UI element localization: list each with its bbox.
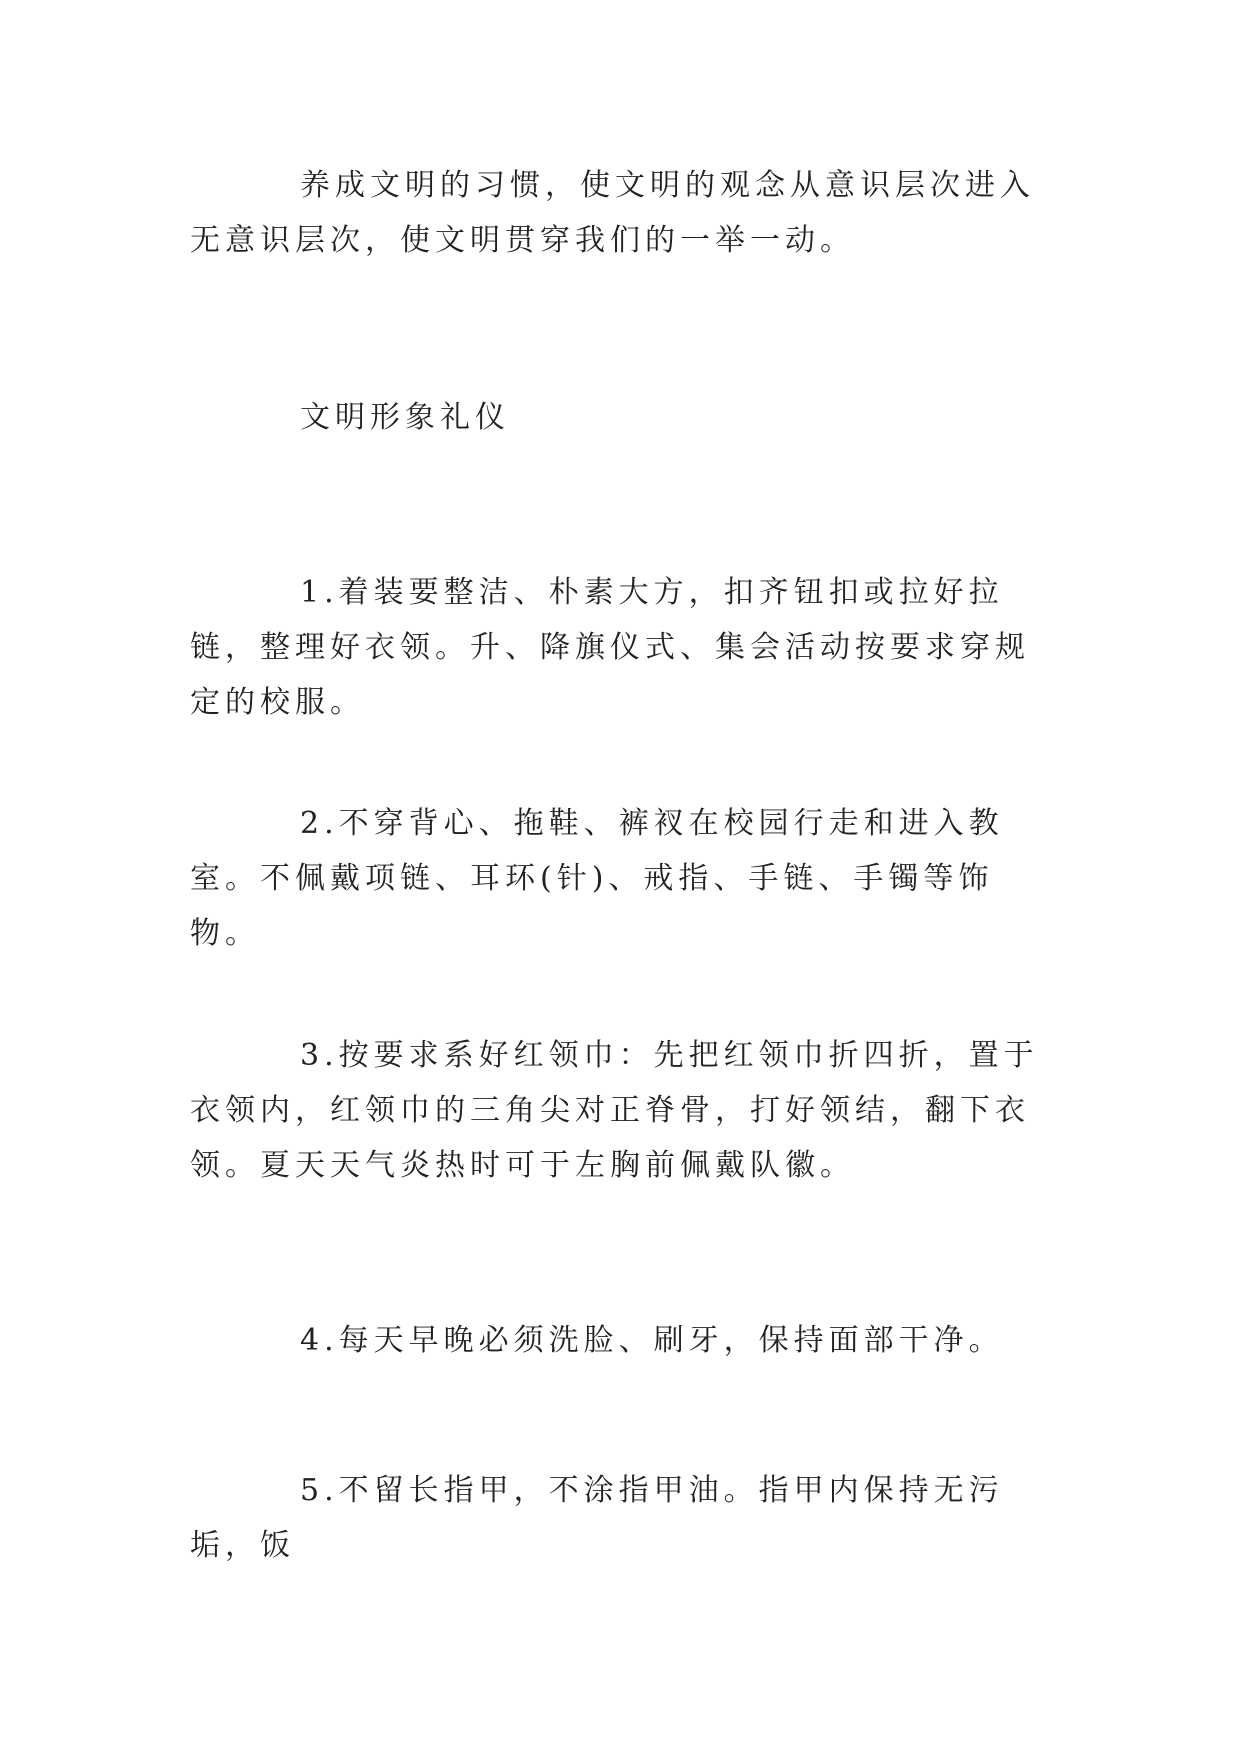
section-heading-civilized-image-etiquette: 文明形象礼仪 bbox=[300, 400, 510, 435]
rule-item-4: 4.每天早晚必须洗脸、刷牙，保持面部干净。 bbox=[300, 1323, 1004, 1358]
rule-item-1: 1.着装要整洁、朴素大方，扣齐钮扣或拉好拉链，整理好衣领。升、降旗仪式、集会活动按要求穿规定的校服。 bbox=[190, 575, 1030, 720]
rule-item-5: 5.不留长指甲，不涂指甲油。指甲内保持无污垢，饭 bbox=[190, 1473, 1004, 1563]
rule-item-3: 3.按要求系好红领巾：先把红领巾折四折，置于衣领内，红领巾的三角尖对正脊骨，打好领结，翻下衣领。夏天天气炎热时可于左胸前佩戴队徽。 bbox=[190, 1038, 1039, 1183]
paragraph-civilized-habits: 养成文明的习惯，使文明的观念从意识层次进入无意识层次，使文明贯穿我们的一举一动。 bbox=[190, 168, 1035, 258]
rule-item-2: 2.不穿背心、拖鞋、裤衩在校园行走和进入教室。不佩戴项链、耳环(针)、戒指、手链、手镯等饰物。 bbox=[190, 806, 1004, 951]
